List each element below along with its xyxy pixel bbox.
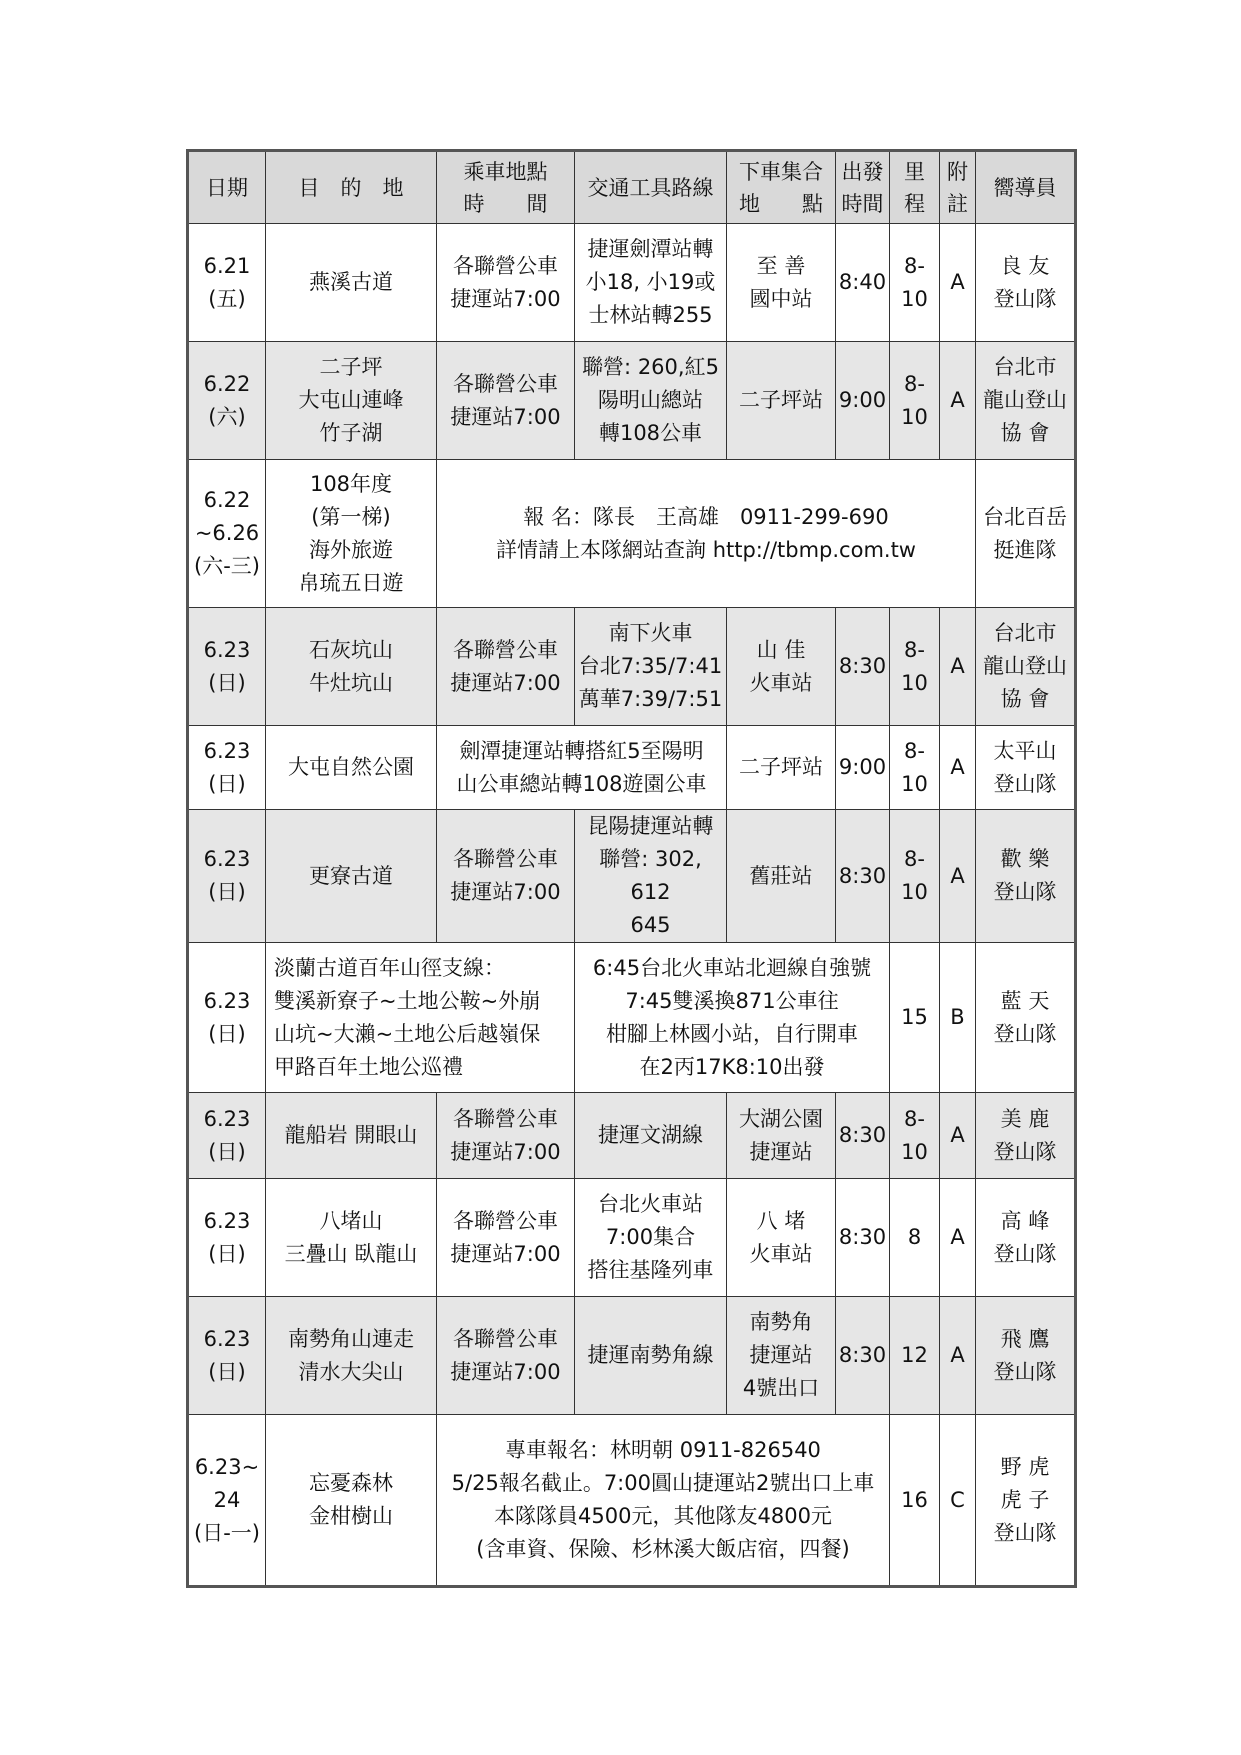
cell-note: A	[940, 1093, 976, 1179]
cell-route: 聯營: 260,紅5 陽明山總站 轉108公車	[575, 342, 727, 460]
cell-distance: 8-10	[890, 726, 940, 810]
cell-boarding-route: 劍潭捷運站轉搭紅5至陽明 山公車總站轉108遊園公車	[437, 726, 727, 810]
cell-guide: 歡 樂 登山隊	[976, 810, 1076, 943]
cell-distance: 16	[890, 1415, 940, 1587]
cell-boarding: 各聯營公車 捷運站7:00	[437, 608, 575, 726]
cell-assembly: 至 善 國中站	[727, 224, 836, 342]
cell-destination: 108年度 (第一梯) 海外旅遊 帛琉五日遊	[266, 460, 437, 608]
cell-date: 6.23 (日)	[188, 1297, 266, 1415]
cell-note: A	[940, 608, 976, 726]
cell-date: 6.23 (日)	[188, 810, 266, 943]
cell-transport-info: 6:45台北火車站北迴線自強號 7:45雙溪換871公車往 柑腳上林國小站，自行開車 在2丙17K8:10出發	[575, 943, 890, 1093]
table-row	[188, 943, 1076, 1093]
header-assembly: 下車集合 地 點	[727, 151, 836, 224]
header-note: 附 註	[940, 151, 976, 224]
cell-date: 6.21 (五)	[188, 224, 266, 342]
cell-note: A	[940, 224, 976, 342]
cell-date: 6.23 (日)	[188, 1093, 266, 1179]
table-row	[188, 342, 1076, 460]
table-row	[188, 1297, 1076, 1415]
cell-boarding: 各聯營公車 捷運站7:00	[437, 342, 575, 460]
cell-charter-info: 專車報名：林明朝 0911-826540 5/25報名截止。7:00圓山捷運站2號出口上車 本隊隊員4500元，其他隊友4800元 (含車資、保險、杉林溪大飯店宿，四餐)	[437, 1415, 890, 1587]
header-row	[188, 151, 1076, 224]
cell-destination: 八堵山 三疊山 臥龍山	[266, 1179, 437, 1297]
cell-depart: 8:30	[836, 1297, 890, 1415]
cell-destination: 二子坪 大屯山連峰 竹子湖	[266, 342, 437, 460]
header-boarding: 乘車地點 時 間	[437, 151, 575, 224]
cell-note: A	[940, 1179, 976, 1297]
cell-note: B	[940, 943, 976, 1093]
cell-date: 6.22 ~6.26 (六-三)	[188, 460, 266, 608]
cell-route: 捷運文湖線	[575, 1093, 727, 1179]
cell-destination: 大屯自然公園	[266, 726, 437, 810]
cell-assembly: 八 堵 火車站	[727, 1179, 836, 1297]
table-row	[188, 460, 1076, 608]
cell-note: A	[940, 342, 976, 460]
cell-distance: 8-10	[890, 608, 940, 726]
cell-destination-wide: 淡蘭古道百年山徑支線： 雙溪新寮子~土地公鞍~外崩 山坑~大瀨~土地公后越嶺保 甲路百年土地公巡禮	[266, 943, 575, 1093]
table-row	[188, 726, 1076, 810]
cell-guide: 野 虎 虎 子 登山隊	[976, 1415, 1076, 1587]
cell-destination: 燕溪古道	[266, 224, 437, 342]
header-date: 日期	[188, 151, 266, 224]
cell-guide: 藍 天 登山隊	[976, 943, 1076, 1093]
cell-route: 昆陽捷運站轉 聯營: 302, 612 645	[575, 810, 727, 943]
cell-distance: 8-10	[890, 224, 940, 342]
cell-note: C	[940, 1415, 976, 1587]
cell-destination: 忘憂森林 金柑樹山	[266, 1415, 437, 1587]
cell-destination: 龍船岩 開眼山	[266, 1093, 437, 1179]
table-row	[188, 1093, 1076, 1179]
cell-assembly: 舊莊站	[727, 810, 836, 943]
cell-date: 6.23 (日)	[188, 943, 266, 1093]
table-row	[188, 1179, 1076, 1297]
cell-route: 台北火車站 7:00集合 搭往基隆列車	[575, 1179, 727, 1297]
cell-guide: 太平山 登山隊	[976, 726, 1076, 810]
cell-distance: 12	[890, 1297, 940, 1415]
cell-depart: 8:30	[836, 608, 890, 726]
cell-depart: 8:30	[836, 1179, 890, 1297]
cell-date: 6.23~ 24 (日-一)	[188, 1415, 266, 1587]
cell-date: 6.22 (六)	[188, 342, 266, 460]
header-guide: 嚮導員	[976, 151, 1076, 224]
cell-depart: 8:30	[836, 810, 890, 943]
cell-boarding: 各聯營公車 捷運站7:00	[437, 1093, 575, 1179]
cell-guide: 台北市 龍山登山 協 會	[976, 342, 1076, 460]
header-route: 交通工具路線	[575, 151, 727, 224]
table-row	[188, 608, 1076, 726]
cell-destination: 更寮古道	[266, 810, 437, 943]
cell-date: 6.23 (日)	[188, 1179, 266, 1297]
cell-route: 捷運劍潭站轉 小18, 小19或 士林站轉255	[575, 224, 727, 342]
cell-assembly: 大湖公園 捷運站	[727, 1093, 836, 1179]
cell-route: 南下火車 台北7:35/7:41 萬華7:39/7:51	[575, 608, 727, 726]
header-distance: 里 程	[890, 151, 940, 224]
cell-distance: 8-10	[890, 1093, 940, 1179]
cell-guide: 台北市 龍山登山 協 會	[976, 608, 1076, 726]
cell-route: 捷運南勢角線	[575, 1297, 727, 1415]
cell-distance: 8	[890, 1179, 940, 1297]
cell-assembly: 二子坪站	[727, 726, 836, 810]
table-row	[188, 1415, 1076, 1587]
cell-date: 6.23 (日)	[188, 608, 266, 726]
cell-distance: 8-10	[890, 342, 940, 460]
cell-guide: 台北百岳 挺進隊	[976, 460, 1076, 608]
cell-assembly: 二子坪站	[727, 342, 836, 460]
header-depart: 出發 時間	[836, 151, 890, 224]
cell-registration-info: 報 名：隊長 王高雄 0911-299-690 詳情請上本隊網站查詢 http://tbmp.com.tw	[437, 460, 976, 608]
cell-boarding: 各聯營公車 捷運站7:00	[437, 810, 575, 943]
header-destination: 目 的 地	[266, 151, 437, 224]
cell-guide: 高 峰 登山隊	[976, 1179, 1076, 1297]
cell-note: A	[940, 726, 976, 810]
cell-boarding: 各聯營公車 捷運站7:00	[437, 1297, 575, 1415]
table-row	[188, 810, 1076, 943]
cell-distance: 8-10	[890, 810, 940, 943]
cell-guide: 飛 鷹 登山隊	[976, 1297, 1076, 1415]
table-row	[188, 224, 1076, 342]
cell-boarding: 各聯營公車 捷運站7:00	[437, 224, 575, 342]
cell-assembly: 山 佳 火車站	[727, 608, 836, 726]
cell-distance: 15	[890, 943, 940, 1093]
schedule-table	[186, 149, 1077, 1588]
cell-boarding: 各聯營公車 捷運站7:00	[437, 1179, 575, 1297]
cell-depart: 8:40	[836, 224, 890, 342]
cell-guide: 美 鹿 登山隊	[976, 1093, 1076, 1179]
cell-guide: 良 友 登山隊	[976, 224, 1076, 342]
cell-assembly: 南勢角 捷運站 4號出口	[727, 1297, 836, 1415]
cell-depart: 8:30	[836, 1093, 890, 1179]
cell-depart: 9:00	[836, 726, 890, 810]
cell-destination: 石灰坑山 牛灶坑山	[266, 608, 437, 726]
cell-depart: 9:00	[836, 342, 890, 460]
cell-destination: 南勢角山連走 清水大尖山	[266, 1297, 437, 1415]
cell-note: A	[940, 810, 976, 943]
cell-date: 6.23 (日)	[188, 726, 266, 810]
cell-note: A	[940, 1297, 976, 1415]
